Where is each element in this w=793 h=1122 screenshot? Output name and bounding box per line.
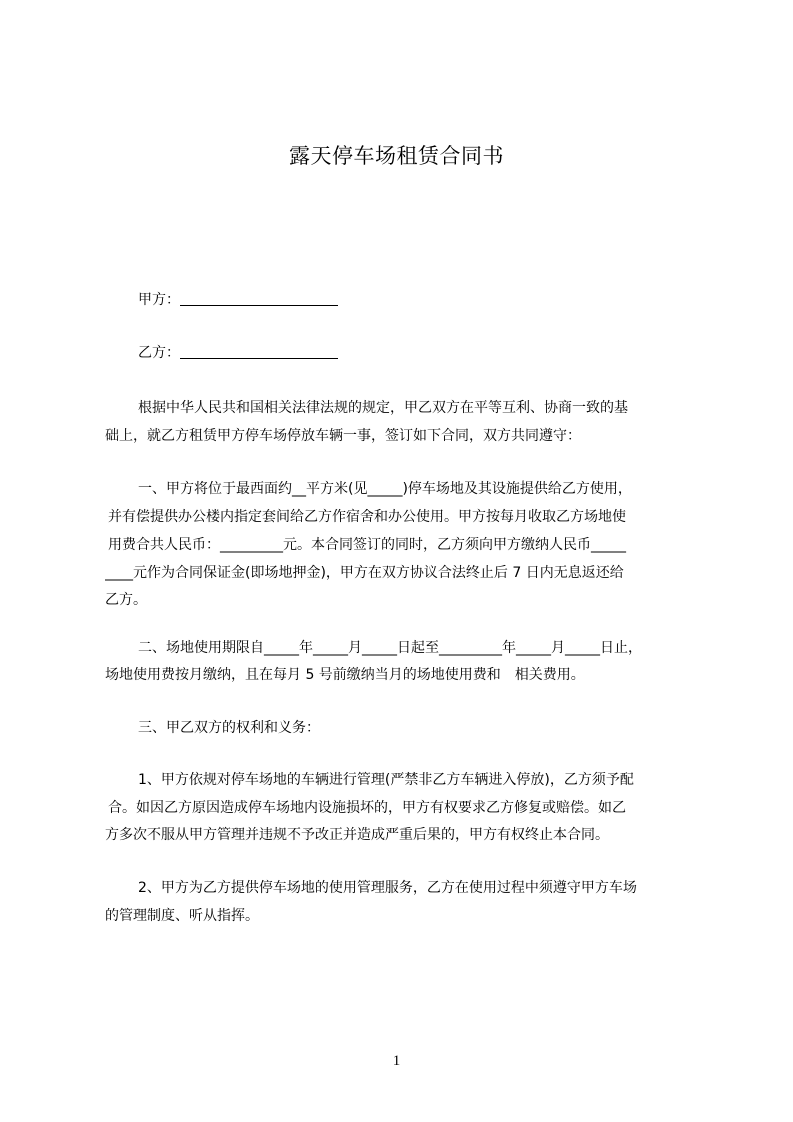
clause-1-line: 乙方。	[105, 592, 147, 608]
clause-2-line: 二、场地使用期限自_____年_____月_____日起至_________年_____月_____日止，	[138, 640, 642, 656]
page-number: 1	[392, 1053, 401, 1069]
clause-1-line: 并有偿提供办公楼内指定套间给乙方作宿舍和办公使用。甲方按每月收取乙方场地使	[108, 509, 626, 525]
clause-3-2-line: 的管理制度、听从指挥。	[105, 908, 259, 924]
preamble-line: 根据中华人民共和国相关法律法规的规定，甲乙双方在平等互利、协商一致的基	[138, 400, 628, 416]
clause-1-line: ____元作为合同保证金(即场地押金)，甲方在双方协议合法终止后 7 日内无息返还给	[105, 565, 624, 581]
clause-3-1-line: 合。如因乙方原因造成停车场地内设施损坏的，甲方有权要求乙方修复或赔偿。如乙	[108, 800, 626, 816]
document-title: 露天停车场租赁合同书	[289, 144, 504, 168]
clause-1-line: 用费合共人民币：_________元。本合同签订的同时，乙方须向甲方缴纳人民币_____	[108, 537, 626, 553]
clause-3-2-line: 2、甲方为乙方提供停车场地的使用管理服务，乙方在使用过程中须遵守甲方车场	[138, 880, 637, 896]
party-b-row	[138, 343, 338, 363]
party-a-label: 甲方：	[138, 292, 180, 308]
clause-1-line: 一、甲方将位于最西面约__平方米(见_____)停车场地及其设施提供给乙方使用，	[138, 481, 632, 497]
party-b-blank	[180, 344, 338, 359]
party-a-row	[138, 290, 338, 310]
party-a-blank	[180, 291, 338, 306]
clause-3-heading: 三、甲乙双方的权利和义务：	[138, 720, 320, 736]
clause-3-1-line: 1、甲方依规对停车场地的车辆进行管理(严禁非乙方车辆进入停放)，乙方须予配	[138, 772, 634, 788]
preamble-line: 础上，就乙方租赁甲方停车场停放车辆一事，签订如下合同，双方共同遵守：	[105, 428, 581, 444]
clause-2-line: 场地使用费按月缴纳，且在每月 5 号前缴纳当月的场地使用费和 相关费用。	[105, 667, 585, 683]
party-b-label: 乙方：	[138, 345, 180, 361]
clause-3-1-line: 方多次不服从甲方管理并违规不予改正并造成严重后果的，甲方有权终止本合同。	[105, 827, 609, 843]
